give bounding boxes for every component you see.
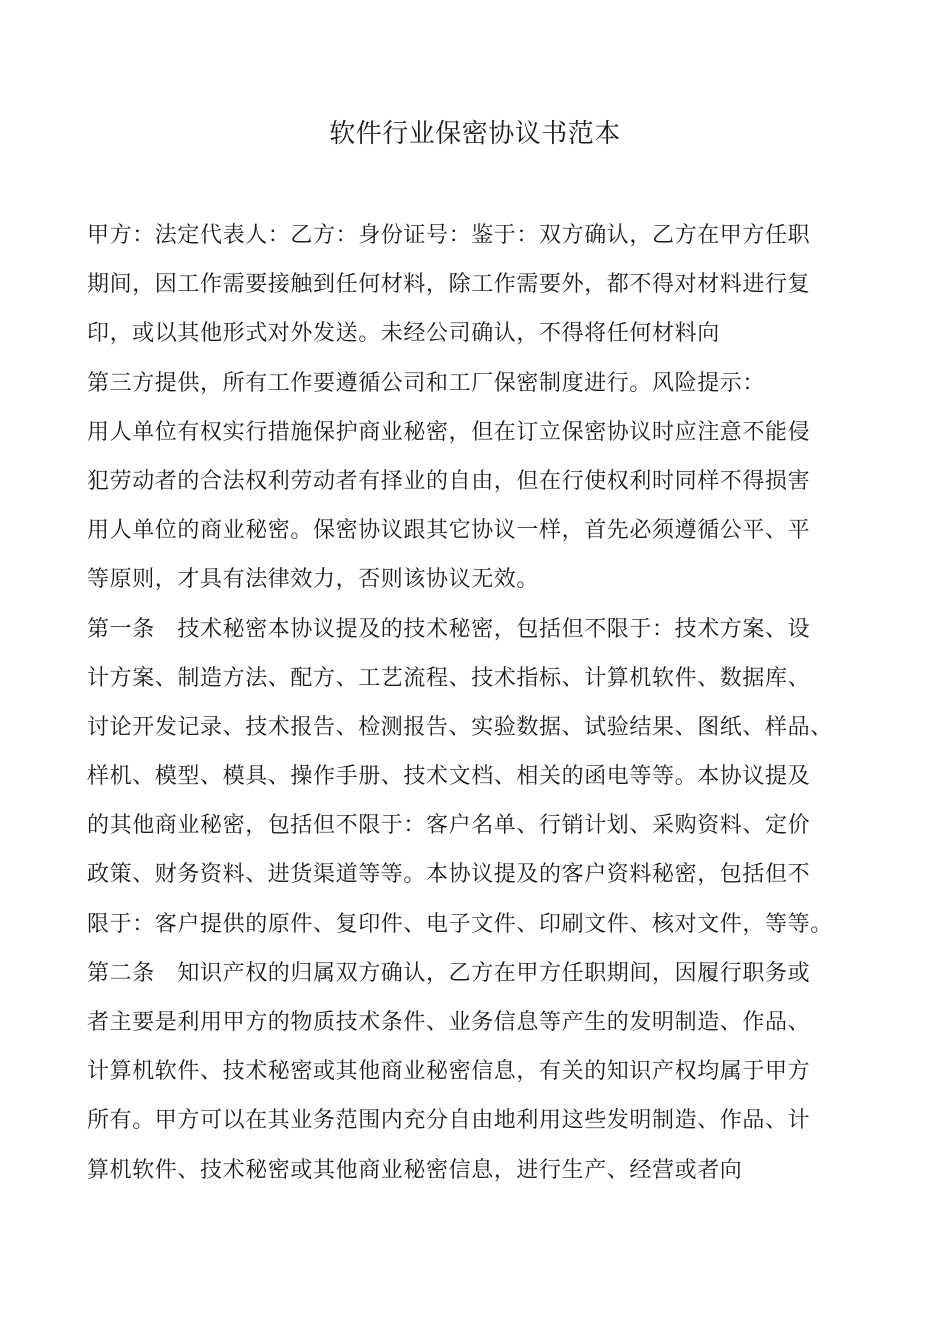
body-line: 计算机软件、技术秘密或其他商业秘密信息，有关的知识产权均属于甲方	[87, 1059, 811, 1085]
body-line: 讨论开发记录、技术报告、检测报告、实验数据、试验结果、图纸、样品、	[87, 714, 833, 740]
body-line: 甲方：法定代表人：乙方：身份证号：鉴于：双方确认，乙方在甲方任职	[87, 223, 811, 248]
body-line: 印，或以其他形式对外发送。未经公司确认，不得将任何材料向	[87, 321, 720, 347]
body-line: 期间，因工作需要接触到任何材料，除工作需要外，都不得对材料进行复	[87, 272, 811, 298]
body-line: 算机软件、技术秘密或其他商业秘密信息，进行生产、经营或者向	[87, 1157, 743, 1183]
body-line: 等原则，才具有法律效力，否则该协议无效。	[87, 567, 540, 593]
body-line: 计方案、制造方法、配方、工艺流程、技术指标、计算机软件、数据库、	[87, 665, 811, 691]
body-line: 者主要是利用甲方的物质技术条件、业务信息等产生的发明制造、作品、	[87, 1010, 811, 1035]
body-line: 第三方提供，所有工作要遵循公司和工厂保密制度进行。风险提示：	[87, 370, 766, 396]
body-line: 政策、财务资料、进货渠道等等。本协议提及的客户资料秘密，包括但不	[87, 862, 811, 888]
body-line: 第一条 技术秘密本协议提及的技术秘密，包括但不限于：技术方案、设	[87, 616, 811, 642]
body-line: 的其他商业秘密，包括但不限于：客户名单、行销计划、采购资料、定价	[87, 813, 811, 839]
document-title: 软件行业保密协议书范本	[329, 119, 621, 149]
document-body	[87, 216, 877, 1200]
body-line: 犯劳动者的合法权利劳动者有择业的自由，但在行使权利时同样不得损害	[87, 468, 811, 494]
body-line: 样机、模型、模具、操作手册、技术文档、相关的函电等等。本协议提及	[87, 764, 811, 790]
body-line: 限于：客户提供的原件、复印件、电子文件、印刷文件、核对文件，等等。	[87, 911, 833, 937]
body-line: 用人单位的商业秘密。保密协议跟其它协议一样，首先必须遵循公平、平	[87, 518, 811, 544]
body-line: 用人单位有权实行措施保护商业秘密，但在订立保密协议时应注意不能侵	[87, 419, 811, 445]
body-line: 第二条 知识产权的归属双方确认，乙方在甲方任职期间，因履行职务或	[87, 960, 811, 986]
body-line: 所有。甲方可以在其业务范围内充分自由地利用这些发明制造、作品、计	[87, 1108, 811, 1134]
